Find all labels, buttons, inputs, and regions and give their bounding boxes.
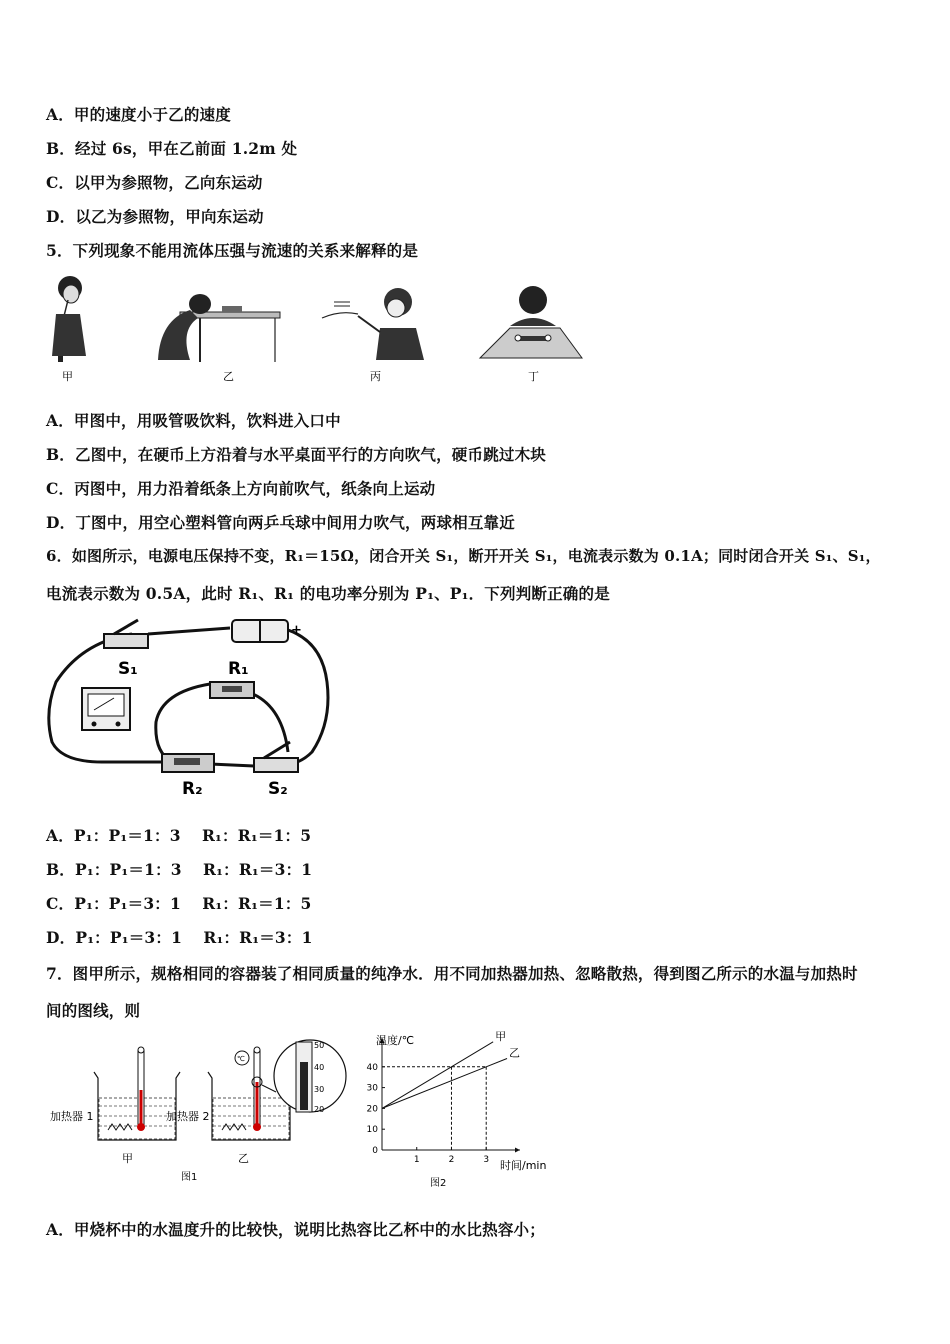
figure-yi-coin-blowing [158, 294, 280, 362]
battery [232, 620, 288, 642]
beaker-jia [94, 1047, 180, 1140]
chart-y-tick-label: 10 [366, 1125, 378, 1136]
magnified-thermometer-scale [262, 1040, 346, 1112]
battery-plus-sign: + [291, 623, 302, 638]
q5-option-d: D．丁图中，用空心塑料管向两乒乓球中间用力吹气，两球相互靠近 [46, 513, 515, 532]
chart-y-tick-label: 30 [366, 1083, 378, 1094]
q7-stem-line2: 间的图线，则 [46, 1001, 141, 1020]
q6-option-d: D．P₁：P₁＝3：1 R₁：R₁＝3：1 [46, 928, 313, 947]
chart-x-tick-label: 1 [413, 1155, 420, 1165]
label-heater1: 加热器 1 [50, 1110, 94, 1123]
scale-tick-30: 30 [314, 1085, 325, 1094]
chart-x-tick-label: 2 [448, 1155, 455, 1165]
q7-option-a: A．甲烧杯中的水温度升的比较快，说明比热容比乙杯中的水比热容小； [46, 1220, 545, 1239]
switch-s2 [254, 742, 298, 772]
chart-caption: 图2 [430, 1178, 447, 1189]
chart-series-label-yi: 乙 [509, 1046, 521, 1060]
chart-series-line-jia [382, 1042, 493, 1109]
label-beaker-yi: 乙 [238, 1152, 249, 1165]
chart-series-label-jia: 甲 [495, 1029, 507, 1043]
q7-figure1-beakers [48, 1030, 348, 1190]
q6-option-a: A．P₁：P₁＝1：3 R₁：R₁＝1：5 [46, 826, 312, 845]
resistor-r1 [210, 682, 254, 698]
q6-option-c: C．P₁：P₁＝3：1 R₁：R₁＝1：5 [46, 894, 312, 913]
q4-option-c: C．以甲为参照物，乙向东运动 [46, 173, 263, 192]
label-heater2: 加热器 2 [166, 1110, 210, 1123]
q5-stem: 5．下列现象不能用流体压强与流速的关系来解释的是 [46, 241, 419, 260]
ammeter [82, 688, 130, 730]
label-r2: R₂ [182, 779, 203, 799]
q7-stem-line1: 7．图甲所示，规格相同的容器装了相同质量的纯净水．用不同加热器加热、忽略散热，得到图乙所示的水温与加热时 [46, 964, 858, 983]
chart-x-axis-label: 时间/min [500, 1159, 547, 1172]
label-jia: 甲 [62, 370, 73, 383]
scale-tick-20: 20 [314, 1105, 325, 1114]
q4-option-b: B．经过 6s，甲在乙前面 1.2m 处 [46, 139, 298, 158]
q5-figure [40, 270, 600, 392]
q6-option-b: B．P₁：P₁＝1：3 R₁：R₁＝3：1 [46, 860, 313, 879]
figure-jia-girl-drinking [52, 276, 86, 362]
q7-figure2-temperature-chart [360, 1026, 560, 1190]
q5-option-a: A．甲图中，用吸管吸饮料，饮料进入口中 [46, 411, 341, 430]
q6-stem-line1: 6．如图所示，电源电压保持不变，R₁＝15Ω，闭合开关 S₁，断开开关 S₁，电流表示数为 0.1A；同时闭合开关 S₁、S₁， [46, 547, 881, 565]
chart-y-tick-label: 0 [372, 1146, 378, 1156]
label-r1: R₁ [228, 659, 249, 679]
resistor-r2 [162, 754, 214, 772]
q4-option-d: D．以乙为参照物，甲向东运动 [46, 207, 264, 226]
q4-option-a: A．甲的速度小于乙的速度 [46, 105, 231, 124]
q5-option-b: B．乙图中，在硬币上方沿着与水平桌面平行的方向吹气，硬币跳过木块 [46, 445, 547, 464]
label-beaker-jia: 甲 [122, 1152, 133, 1165]
switch-s1 [104, 620, 148, 648]
label-yi: 乙 [223, 370, 234, 383]
label-ding: 丁 [528, 370, 539, 383]
chart-y-tick-label: 20 [366, 1104, 378, 1115]
q5-option-c: C．丙图中，用力沿着纸条上方向前吹气，纸条向上运动 [46, 479, 436, 498]
q6-stem-line2: 电流表示数为 0.5A，此时 R₁、R₁ 的电功率分别为 P₁、P₁．下列判断正确的是 [46, 584, 610, 603]
chart-x-arrow [515, 1148, 520, 1153]
chart-y-tick-label: 40 [366, 1062, 378, 1073]
figure1-caption: 图1 [181, 1172, 198, 1183]
scale-tick-50: 50 [314, 1041, 325, 1050]
figure-ding-pingpong [480, 286, 582, 358]
label-s1: S₁ [118, 659, 138, 679]
label-s2: S₂ [268, 779, 288, 799]
scale-tick-40: 40 [314, 1063, 325, 1072]
chart-y-axis-label: 温度/℃ [376, 1034, 415, 1047]
figure-bing-paper-strip [322, 288, 424, 360]
chart-series-line-yi [382, 1058, 507, 1108]
chart-x-tick-label: 3 [483, 1155, 490, 1165]
label-bing: 丙 [370, 370, 381, 383]
label-celsius-badge: ℃ [237, 1055, 245, 1063]
q6-circuit-diagram [42, 612, 334, 802]
